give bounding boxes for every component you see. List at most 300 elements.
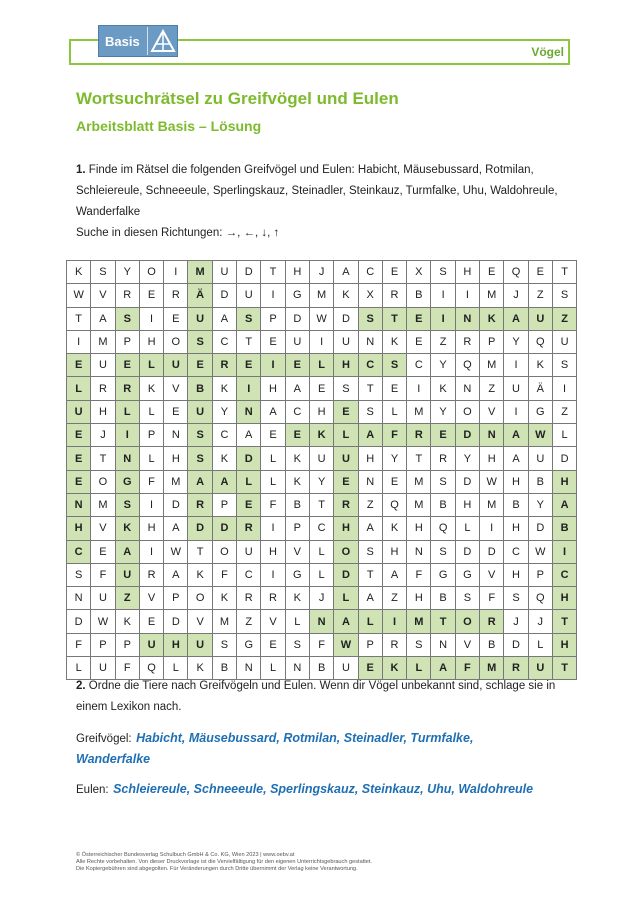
grid-cell: L [334, 424, 358, 447]
grid-cell: J [504, 610, 528, 633]
grid-cell: A [164, 517, 188, 540]
grid-cell: S [552, 354, 576, 377]
grid-cell: R [382, 633, 406, 656]
grid-row [67, 587, 577, 610]
grid-cell: K [382, 517, 406, 540]
grid-cell: E [91, 540, 115, 563]
grid-cell: N [237, 400, 261, 423]
grid-cell: E [431, 424, 455, 447]
grid-cell: I [480, 517, 504, 540]
grid-cell: M [212, 610, 236, 633]
grid-cell: N [358, 330, 382, 353]
grid-cell: U [334, 657, 358, 680]
grid-cell: I [139, 493, 163, 516]
grid-cell: P [358, 633, 382, 656]
grid-cell: V [164, 377, 188, 400]
grid-cell: U [528, 307, 552, 330]
grid-cell: A [212, 307, 236, 330]
grid-cell: E [139, 284, 163, 307]
grid-cell: S [237, 307, 261, 330]
grid-cell: A [358, 424, 382, 447]
grid-cell: P [212, 493, 236, 516]
grid-cell: K [285, 470, 309, 493]
grid-cell: E [139, 610, 163, 633]
grid-cell: D [552, 447, 576, 470]
grid-cell: I [431, 284, 455, 307]
grid-cell: N [237, 657, 261, 680]
grid-row [67, 400, 577, 423]
grid-cell: H [334, 354, 358, 377]
grid-cell: I [261, 563, 285, 586]
grid-cell: D [504, 633, 528, 656]
grid-cell: R [212, 354, 236, 377]
grid-cell: S [382, 354, 406, 377]
grid-cell: N [67, 493, 91, 516]
grid-cell: E [285, 424, 309, 447]
grid-cell: F [115, 657, 139, 680]
grid-cell: Y [504, 330, 528, 353]
grid-cell: U [285, 330, 309, 353]
grid-cell: T [407, 447, 431, 470]
grid-cell: A [382, 563, 406, 586]
grid-cell: L [139, 400, 163, 423]
grid-cell: T [358, 563, 382, 586]
grid-cell: G [115, 470, 139, 493]
grid-cell: A [115, 540, 139, 563]
grid-cell: M [91, 493, 115, 516]
grid-cell: R [188, 493, 212, 516]
grid-cell: C [358, 354, 382, 377]
grid-cell: O [188, 587, 212, 610]
grid-cell: L [358, 610, 382, 633]
grid-cell: X [407, 261, 431, 284]
grid-cell: L [261, 470, 285, 493]
grid-cell: W [528, 540, 552, 563]
grid-cell: H [504, 470, 528, 493]
grid-cell: H [504, 517, 528, 540]
page-title: Wortsuchrätsel zu Greifvögel und Eulen [76, 89, 399, 108]
grid-cell: Y [455, 447, 479, 470]
grid-cell: N [480, 424, 504, 447]
grid-cell: L [261, 657, 285, 680]
footer-copyright [76, 852, 576, 873]
grid-cell: T [552, 657, 576, 680]
grid-cell: E [407, 330, 431, 353]
grid-cell: J [504, 284, 528, 307]
grid-cell: Ä [188, 284, 212, 307]
grid-cell: I [139, 307, 163, 330]
grid-cell: K [139, 377, 163, 400]
grid-cell: K [480, 307, 504, 330]
grid-cell: S [334, 377, 358, 400]
grid-cell: U [67, 400, 91, 423]
grid-cell: T [261, 261, 285, 284]
grid-row [67, 330, 577, 353]
grid-cell: Q [455, 354, 479, 377]
grid-cell: C [358, 261, 382, 284]
grid-cell: U [528, 447, 552, 470]
grid-cell: R [237, 517, 261, 540]
grid-cell: A [504, 424, 528, 447]
grid-cell: M [309, 284, 333, 307]
grid-cell: A [552, 493, 576, 516]
grid-cell: A [504, 447, 528, 470]
grid-cell: S [115, 307, 139, 330]
grid-cell: R [455, 330, 479, 353]
grid-cell: E [407, 307, 431, 330]
grid-cell: G [455, 563, 479, 586]
grid-cell: E [358, 657, 382, 680]
eulen-answer-block [76, 779, 566, 800]
grid-cell: O [334, 540, 358, 563]
grid-cell: A [334, 610, 358, 633]
grid-cell: V [480, 400, 504, 423]
grid-cell: Ä [528, 377, 552, 400]
grid-cell: P [285, 517, 309, 540]
grid-cell: I [115, 424, 139, 447]
grid-cell: H [91, 400, 115, 423]
grid-cell: H [309, 400, 333, 423]
grid-cell: H [407, 517, 431, 540]
grid-cell: T [188, 540, 212, 563]
grid-cell: N [115, 447, 139, 470]
grid-cell: I [139, 540, 163, 563]
grid-cell: Z [528, 284, 552, 307]
grid-cell: K [309, 424, 333, 447]
grid-cell: K [212, 377, 236, 400]
grid-cell: K [382, 657, 406, 680]
grid-cell: Z [358, 493, 382, 516]
grid-cell: L [285, 610, 309, 633]
grid-cell: K [334, 284, 358, 307]
grid-row [67, 261, 577, 284]
grid-cell: D [455, 424, 479, 447]
grid-cell: T [552, 610, 576, 633]
grid-cell: E [382, 261, 406, 284]
grid-cell: S [188, 424, 212, 447]
grid-cell: L [382, 400, 406, 423]
grid-cell: C [237, 563, 261, 586]
grid-cell: D [237, 447, 261, 470]
grid-cell: K [212, 447, 236, 470]
grid-cell: Q [528, 330, 552, 353]
grid-cell: A [212, 470, 236, 493]
grid-cell: B [431, 587, 455, 610]
grid-cell: Y [309, 470, 333, 493]
grid-cell: S [358, 307, 382, 330]
grid-cell: W [309, 307, 333, 330]
grid-cell: R [261, 587, 285, 610]
grid-cell: K [188, 563, 212, 586]
grid-cell: M [164, 470, 188, 493]
grid-cell: D [188, 517, 212, 540]
grid-cell: M [480, 493, 504, 516]
grid-cell: M [480, 354, 504, 377]
grid-cell: K [285, 447, 309, 470]
grid-cell: N [285, 657, 309, 680]
grid-cell: Z [552, 307, 576, 330]
grid-cell: C [67, 540, 91, 563]
grid-cell: D [164, 610, 188, 633]
grid-cell: G [237, 633, 261, 656]
grid-cell: T [309, 493, 333, 516]
grid-cell: S [188, 447, 212, 470]
logo-text: Basis [105, 33, 140, 49]
grid-cell: C [552, 563, 576, 586]
grid-cell: Q [504, 261, 528, 284]
task-2 [76, 676, 566, 718]
grid-cell: A [164, 563, 188, 586]
grid-cell: I [164, 261, 188, 284]
grid-cell: H [480, 447, 504, 470]
grid-cell: O [455, 400, 479, 423]
grid-cell: H [164, 633, 188, 656]
grid-cell: P [91, 633, 115, 656]
grid-cell: C [285, 400, 309, 423]
grid-cell: H [358, 447, 382, 470]
grid-cell: W [91, 610, 115, 633]
word-search-grid [66, 260, 577, 680]
basis-logo [98, 25, 178, 57]
grid-cell: H [285, 261, 309, 284]
grid-cell: G [528, 400, 552, 423]
grid-cell: P [261, 307, 285, 330]
grid-cell: B [212, 657, 236, 680]
greifvoegel-label: Greifvögel: [76, 733, 132, 745]
grid-cell: U [91, 587, 115, 610]
grid-cell: I [407, 377, 431, 400]
grid-cell: I [261, 517, 285, 540]
grid-cell: Z [552, 400, 576, 423]
grid-cell: A [91, 307, 115, 330]
grid-cell: Z [382, 587, 406, 610]
grid-cell: V [285, 540, 309, 563]
grid-cell: F [309, 633, 333, 656]
grid-cell: H [139, 330, 163, 353]
task-1 [76, 160, 566, 244]
grid-cell: O [455, 610, 479, 633]
grid-row [67, 354, 577, 377]
grid-cell: U [552, 330, 576, 353]
grid-cell: T [67, 307, 91, 330]
grid-cell: G [285, 563, 309, 586]
grid-cell: V [455, 633, 479, 656]
grid-cell: U [334, 330, 358, 353]
grid-cell: M [407, 470, 431, 493]
grid-cell: A [334, 261, 358, 284]
grid-cell: E [261, 424, 285, 447]
grid-cell: C [212, 424, 236, 447]
grid-cell: T [358, 377, 382, 400]
grid-cell: U [188, 307, 212, 330]
grid-cell: V [261, 610, 285, 633]
grid-cell: K [528, 354, 552, 377]
grid-cell: B [504, 493, 528, 516]
grid-cell: E [164, 400, 188, 423]
grid-cell: N [358, 470, 382, 493]
grid-cell: E [188, 354, 212, 377]
grid-cell: L [139, 447, 163, 470]
grid-cell: F [407, 563, 431, 586]
grid-cell: O [91, 470, 115, 493]
grid-cell: F [67, 633, 91, 656]
grid-cell: D [212, 517, 236, 540]
grid-cell: Z [480, 377, 504, 400]
grid-cell: E [334, 400, 358, 423]
grid-row [67, 517, 577, 540]
task-2-number: 2. [76, 680, 86, 692]
grid-cell: N [455, 377, 479, 400]
grid-cell: Z [115, 587, 139, 610]
grid-cell: I [504, 354, 528, 377]
grid-cell: L [309, 354, 333, 377]
grid-cell: H [552, 587, 576, 610]
grid-cell: X [358, 284, 382, 307]
grid-cell: U [115, 563, 139, 586]
grid-row [67, 307, 577, 330]
grid-cell: D [455, 470, 479, 493]
grid-cell: L [139, 354, 163, 377]
grid-cell: A [285, 377, 309, 400]
topic-label: Vögel [531, 45, 564, 59]
grid-cell: H [455, 493, 479, 516]
grid-cell: F [455, 657, 479, 680]
grid-cell: W [164, 540, 188, 563]
grid-cell: L [67, 657, 91, 680]
grid-cell: H [261, 540, 285, 563]
grid-row [67, 563, 577, 586]
grid-cell: C [212, 330, 236, 353]
task-2-text: Ordne die Tiere nach Greifvögeln und Eulen. Wenn dir Vögel unbekannt sind, schlage sie in einem Lexikon nach. [76, 680, 556, 713]
grid-cell: P [528, 563, 552, 586]
grid-cell: H [455, 261, 479, 284]
grid-cell: M [407, 493, 431, 516]
grid-cell: Y [115, 261, 139, 284]
grid-cell: D [334, 307, 358, 330]
grid-cell: D [528, 517, 552, 540]
grid-cell: R [237, 587, 261, 610]
grid-cell: Y [431, 354, 455, 377]
grid-row [67, 447, 577, 470]
grid-cell: B [431, 493, 455, 516]
grid-cell: C [407, 354, 431, 377]
grid-cell: W [67, 284, 91, 307]
grid-row [67, 610, 577, 633]
grid-cell: L [334, 587, 358, 610]
grid-cell: V [188, 610, 212, 633]
grid-cell: R [407, 424, 431, 447]
grid-cell: T [91, 447, 115, 470]
grid-cell: U [309, 447, 333, 470]
grid-cell: W [334, 633, 358, 656]
grid-cell: L [552, 424, 576, 447]
grid-cell: K [115, 610, 139, 633]
grid-cell: I [552, 540, 576, 563]
grid-cell: R [480, 610, 504, 633]
grid-cell: S [285, 633, 309, 656]
grid-cell: D [164, 493, 188, 516]
grid-row [67, 284, 577, 307]
grid-cell: E [480, 261, 504, 284]
grid-cell: S [504, 587, 528, 610]
grid-cell: L [455, 517, 479, 540]
grid-row [67, 424, 577, 447]
grid-cell: F [91, 563, 115, 586]
grid-cell: S [188, 330, 212, 353]
grid-cell: E [334, 470, 358, 493]
grid-cell: Q [528, 587, 552, 610]
grid-cell: I [455, 284, 479, 307]
grid-cell: S [552, 284, 576, 307]
grid-cell: U [139, 633, 163, 656]
grid-cell: B [407, 284, 431, 307]
grid-cell: S [407, 633, 431, 656]
footer-line: Die Kopiergebühren sind abgegolten. Für Veränderungen durch Dritte übernimmt der Verlag keine Verantwortung. [76, 866, 358, 872]
footer-line: © Österreichischer Bundesverlag Schulbuch GmbH & Co. KG, Wien 2023 | www.oebv.at [76, 852, 295, 858]
grid-cell: O [139, 261, 163, 284]
grid-cell: M [188, 261, 212, 284]
grid-cell: S [67, 563, 91, 586]
grid-cell: T [431, 610, 455, 633]
grid-cell: U [212, 261, 236, 284]
eulen-label: Eulen: [76, 784, 109, 796]
grid-cell: U [237, 540, 261, 563]
grid-cell: N [67, 587, 91, 610]
grid-cell: U [237, 284, 261, 307]
grid-cell: E [261, 633, 285, 656]
grid-cell: E [309, 377, 333, 400]
grid-cell: R [334, 493, 358, 516]
task-1-number: 1. [76, 164, 86, 176]
grid-cell: E [237, 354, 261, 377]
grid-cell: Q [431, 517, 455, 540]
grid-cell: Y [528, 493, 552, 516]
grid-cell: R [431, 447, 455, 470]
grid-cell: K [212, 587, 236, 610]
grid-cell: C [504, 540, 528, 563]
grid-cell: V [480, 563, 504, 586]
grid-cell: U [334, 447, 358, 470]
grid-cell: H [504, 563, 528, 586]
grid-cell: V [139, 587, 163, 610]
grid-cell: H [164, 447, 188, 470]
grid-cell: N [455, 307, 479, 330]
greifvoegel-answer-block [76, 728, 546, 769]
grid-cell: A [358, 587, 382, 610]
grid-cell: A [261, 400, 285, 423]
grid-cell: N [431, 633, 455, 656]
grid-cell: A [431, 657, 455, 680]
grid-cell: J [91, 424, 115, 447]
grid-cell: R [115, 284, 139, 307]
grid-cell: D [455, 540, 479, 563]
grid-cell: Z [237, 610, 261, 633]
grid-cell: S [212, 633, 236, 656]
grid-cell: B [285, 493, 309, 516]
grid-cell: B [480, 633, 504, 656]
grid-cell: I [309, 330, 333, 353]
grid-cell: E [67, 354, 91, 377]
grid-cell: K [382, 330, 406, 353]
grid-cell: L [309, 540, 333, 563]
grid-cell: E [382, 377, 406, 400]
grid-cell: V [91, 284, 115, 307]
footer-line: Alle Rechte vorbehalten. Von dieser Druckvorlage ist die Vervielfältigung für den eigenen Unterrichtsgebrauch gestattet. [76, 859, 373, 865]
grid-cell: Y [212, 400, 236, 423]
grid-cell: I [382, 610, 406, 633]
grid-cell: H [261, 377, 285, 400]
grid-cell: T [382, 307, 406, 330]
